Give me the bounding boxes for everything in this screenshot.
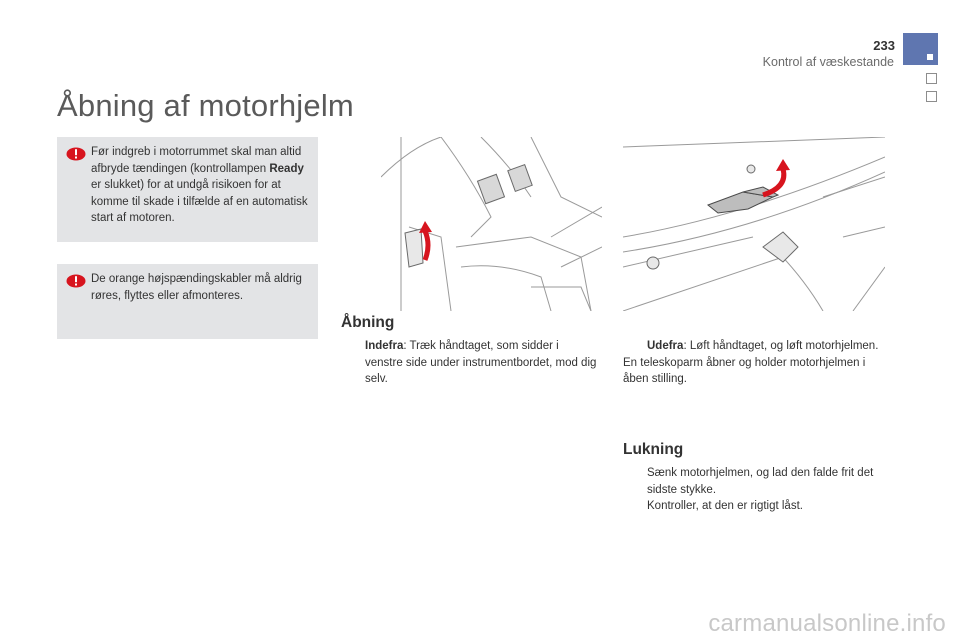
- warning-text-part2: er slukket) for at undgå risikoen for at komme til skade i tilfælde af en automatisk start af motoren.: [91, 179, 308, 224]
- interior-release-illustration: [381, 137, 602, 311]
- list-item: [341, 338, 597, 388]
- list-item: [623, 465, 883, 498]
- warning-text-ready: Ready: [269, 162, 304, 175]
- inside-label: Indefra: [365, 340, 404, 352]
- telescopic-arm-note: En teleskoparm åbner og holder motorhjelmen i åben stilling.: [623, 356, 866, 385]
- opening-heading: Åbning: [341, 314, 395, 331]
- exterior-release-illustration: [623, 137, 885, 311]
- warning-box-ignition: [57, 137, 318, 242]
- closing-step-2: Kontroller, at den er rigtigt låst.: [647, 500, 803, 512]
- tab-marker: [927, 54, 933, 60]
- warning-icon: [66, 274, 86, 288]
- opening-outside-list: [623, 338, 883, 388]
- closing-list: [623, 465, 883, 515]
- tab-box-1: [926, 73, 937, 84]
- warning-text-part1: Før indgreb i motorrummet skal man altid afbryde tændingen (kontrollampen: [91, 146, 302, 175]
- list-item: [623, 498, 883, 515]
- warning-icon: [66, 147, 86, 161]
- chapter-tab: [903, 33, 938, 65]
- list-item: [623, 338, 883, 355]
- closing-heading: Lukning: [623, 441, 684, 458]
- outside-text: : Løft håndtaget, og løft motorhjelmen.: [683, 340, 879, 352]
- watermark: carmanualsonline.info: [708, 610, 946, 637]
- warning-text-cables: De orange højspændingskabler må aldrig røres, flyttes eller afmonteres.: [91, 273, 302, 302]
- inside-text: : Træk håndtaget, som sidder i venstre side under instrumentbordet, mod dig selv.: [365, 340, 597, 385]
- outside-label: Udefra: [647, 340, 684, 352]
- warning-box-cables: [57, 264, 318, 339]
- closing-step-1: Sænk motorhjelmen, og lad den falde frit det sidste stykke.: [647, 467, 874, 496]
- page-title: Åbning af motorhjelm: [57, 88, 354, 123]
- chapter-title: Kontrol af væskestande: [762, 55, 894, 69]
- opening-inside-list: [341, 338, 597, 388]
- tab-box-2: [926, 91, 937, 102]
- page-number: 233: [873, 38, 895, 53]
